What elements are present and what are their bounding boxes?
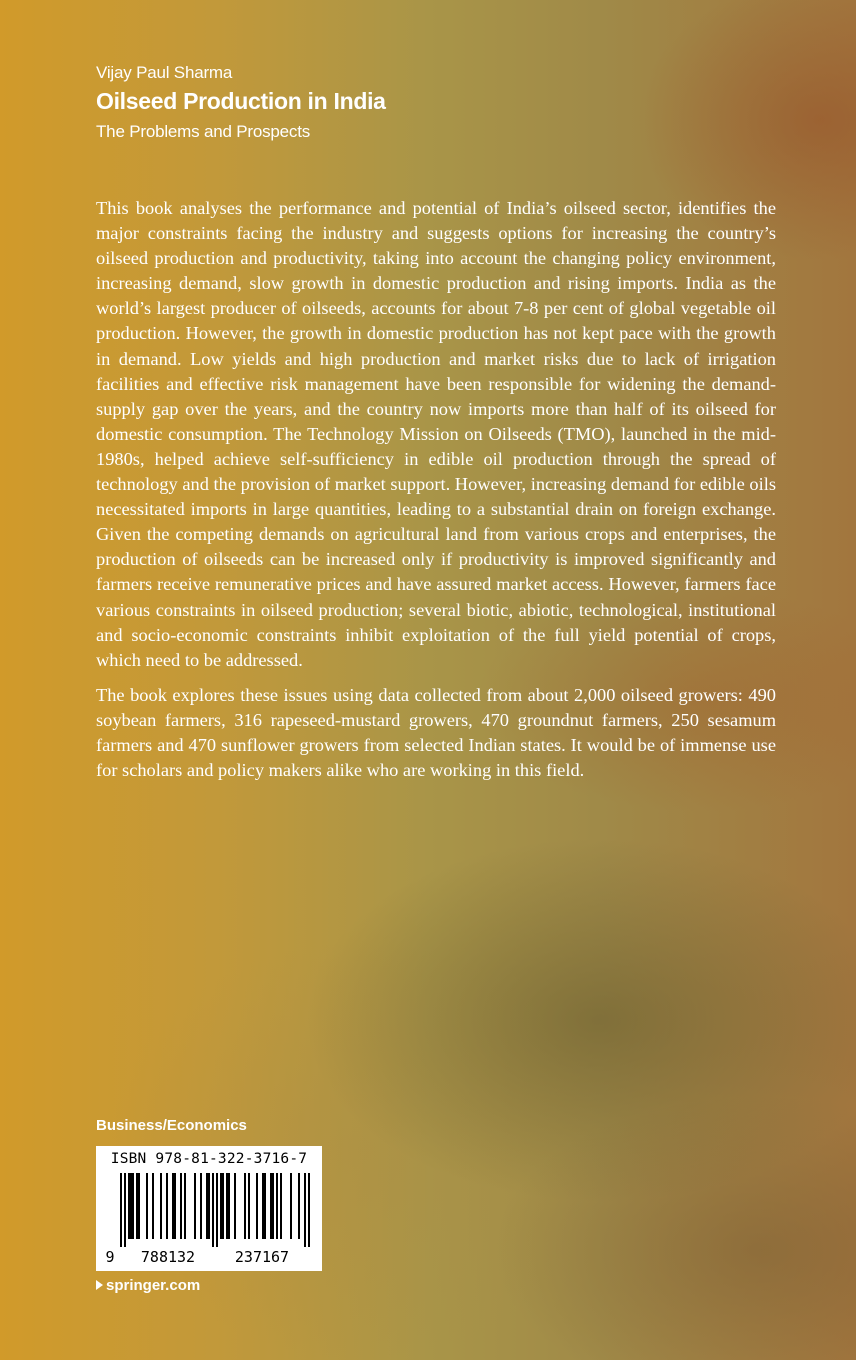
barcode-graphic xyxy=(96,1146,322,1271)
barcode-bar xyxy=(276,1173,278,1239)
barcode-digits: 237167 xyxy=(234,1248,290,1266)
barcode-bar xyxy=(304,1173,306,1247)
barcode-bar xyxy=(308,1173,310,1247)
author-name: Vijay Paul Sharma xyxy=(96,63,233,82)
barcode-bar xyxy=(166,1173,168,1239)
barcode-bar xyxy=(194,1173,196,1239)
barcode-bar xyxy=(216,1173,218,1247)
book-subtitle: The Problems and Prospects xyxy=(96,122,311,141)
barcode-bar xyxy=(270,1173,274,1239)
barcode-bar xyxy=(206,1173,210,1239)
barcode-bar xyxy=(212,1173,214,1247)
arrow-right-icon xyxy=(96,1280,103,1290)
barcode-digits: 788132 xyxy=(140,1248,196,1266)
website-label: springer.com xyxy=(106,1277,201,1294)
barcode-bar xyxy=(280,1173,282,1239)
isbn-barcode xyxy=(96,1146,322,1271)
book-description xyxy=(96,196,776,783)
barcode-bar xyxy=(248,1173,250,1239)
barcode-bar xyxy=(220,1173,224,1239)
barcode-bar xyxy=(256,1173,258,1239)
barcode-bar xyxy=(128,1173,134,1239)
cover-header xyxy=(96,62,796,143)
barcode-bar xyxy=(290,1173,292,1239)
barcode-bar xyxy=(200,1173,202,1239)
barcode-bar xyxy=(146,1173,148,1239)
barcode-bar xyxy=(226,1173,230,1239)
barcode-bar xyxy=(262,1173,266,1239)
barcode-bar xyxy=(180,1173,182,1239)
barcode-bar xyxy=(160,1173,162,1239)
description-paragraph-2: The book explores these issues using data collected from about 2,000 oilseed growers: 490 soybean farmers, 316 rapeseed-mustard growers, 470 groundnut farmers, 250 sesamum farmers and 470 sunflower growers from selected Indian states. It would be of immense use for scholars and policy makers alike who are working in this field. xyxy=(96,684,776,781)
barcode-bar xyxy=(152,1173,154,1239)
barcode-bar xyxy=(184,1173,186,1239)
barcode-bar xyxy=(120,1173,122,1247)
isbn-label: ISBN 978-81-322-3716-7 xyxy=(110,1151,308,1167)
barcode-bar xyxy=(298,1173,300,1239)
barcode-bar xyxy=(234,1173,236,1239)
description-paragraph-1: This book analyses the performance and potential of India’s oilseed sector, identifies the major constraints facing the industry and suggests options for increasing the country’s oilseed production and productivity, taking into account the changing policy environment, increasing demand, slow growth in domestic production and rising imports. India as the world’s largest producer of oilseeds, accounts for about 7-8 per cent of global vegetable oil production. However, the growth in domestic production has not kept pace with the growth in demand. Low yields and high production and market risks due to lack of irrigation facilities and effective risk management have been responsible for widening the demand-supply gap over the years, and the country now imports more than half of its oilseed for domestic consumption. The Technology Mission on Oilseeds (TMO), launched in the mid-1980s, helped achieve self-sufficiency in edible oil production through the spread of technology and the provision of market support. However, increasing demand for edible oils necessitated imports in large quantities, leading to a substantial drain on foreign exchange. Given the competing demands on agricultural land from various crops and enterprises, the production of oilseeds can be increased only if productivity is improved significantly and farmers receive remunerative prices and have assured market access. However, farmers face various constraints in oilseed production; several biotic, abiotic, technological, institutional and socio-economic constraints inhibit exploitation of the full yield potential of crops, which need to be addressed. xyxy=(96,198,776,670)
barcode-bar xyxy=(124,1173,126,1247)
barcode-bar xyxy=(136,1173,140,1239)
barcode-bar xyxy=(172,1173,176,1239)
subject-category: Business/Economics xyxy=(96,1117,247,1134)
barcode-bar xyxy=(244,1173,246,1239)
book-title: Oilseed Production in India xyxy=(96,88,386,114)
website-link[interactable] xyxy=(96,1276,200,1296)
barcode-digits: 9 xyxy=(105,1248,115,1266)
